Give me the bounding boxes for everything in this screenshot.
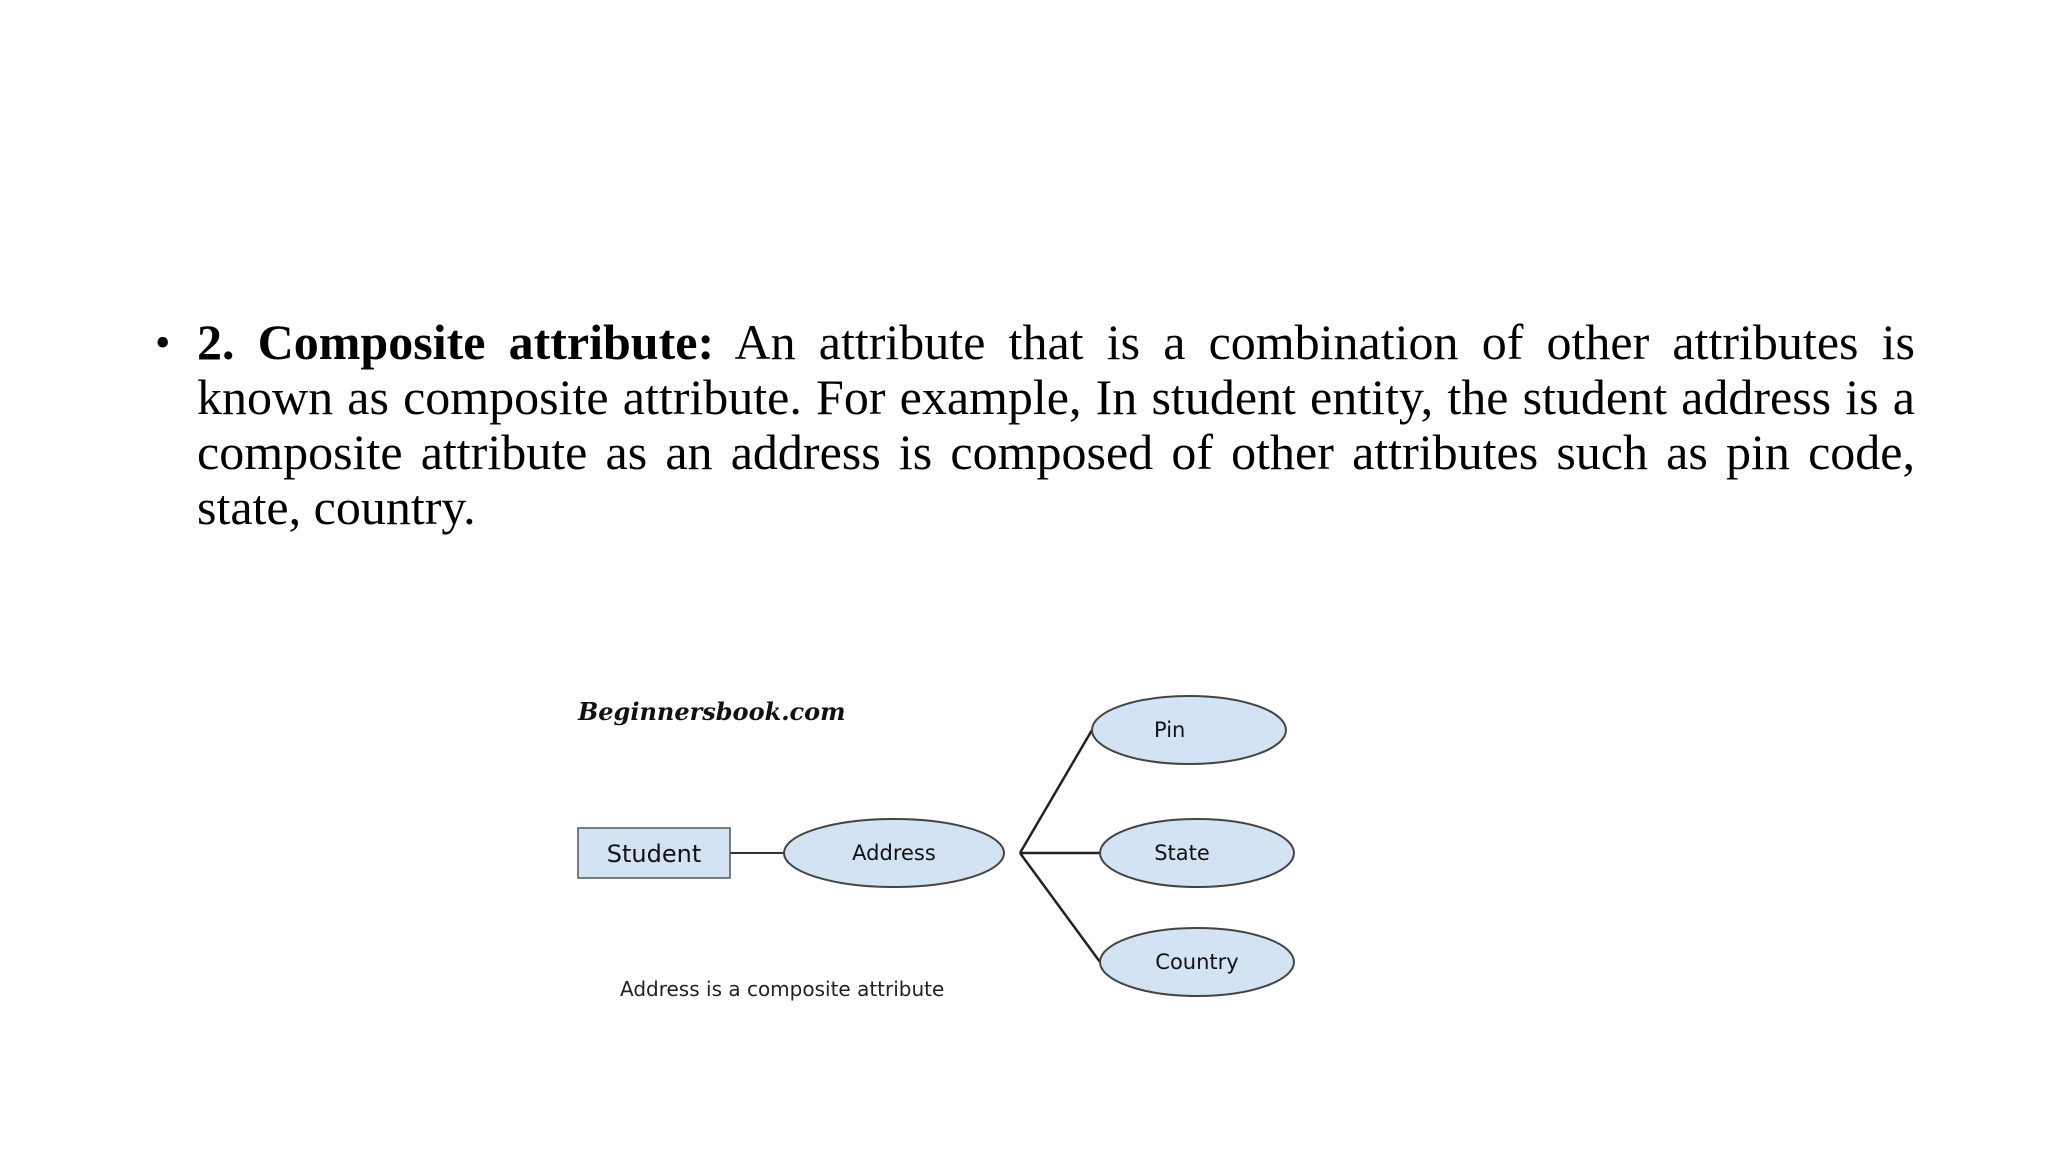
term-heading: 2. Composite attribute: xyxy=(197,314,715,370)
slide-paragraph xyxy=(155,315,1915,535)
bullet-marker: • xyxy=(155,318,171,367)
attribute-country-label: Country xyxy=(1155,950,1239,974)
entity-student-label: Student xyxy=(606,840,702,868)
attribute-address-label: Address xyxy=(852,841,936,865)
connector-address-country xyxy=(1020,853,1100,962)
diagram-caption: Address is a composite attribute xyxy=(620,977,945,1001)
bullet-item xyxy=(155,315,1915,535)
attribute-pin-label: Pin xyxy=(1154,718,1186,742)
bullet-text xyxy=(197,315,1915,535)
connector-address-pin xyxy=(1020,730,1092,853)
watermark-logo: Beginnersbook.com xyxy=(578,697,846,726)
attribute-pin-ellipse xyxy=(1092,696,1286,764)
term-description: An attribute that is a combination of other attributes is known as composite attribute. For example, In student entity, the student address is a composite attribute as an address is composed of other attributes such as pin code, state, country. xyxy=(197,314,1915,535)
attribute-state-label: State xyxy=(1154,841,1210,865)
er-diagram xyxy=(570,690,1330,1030)
